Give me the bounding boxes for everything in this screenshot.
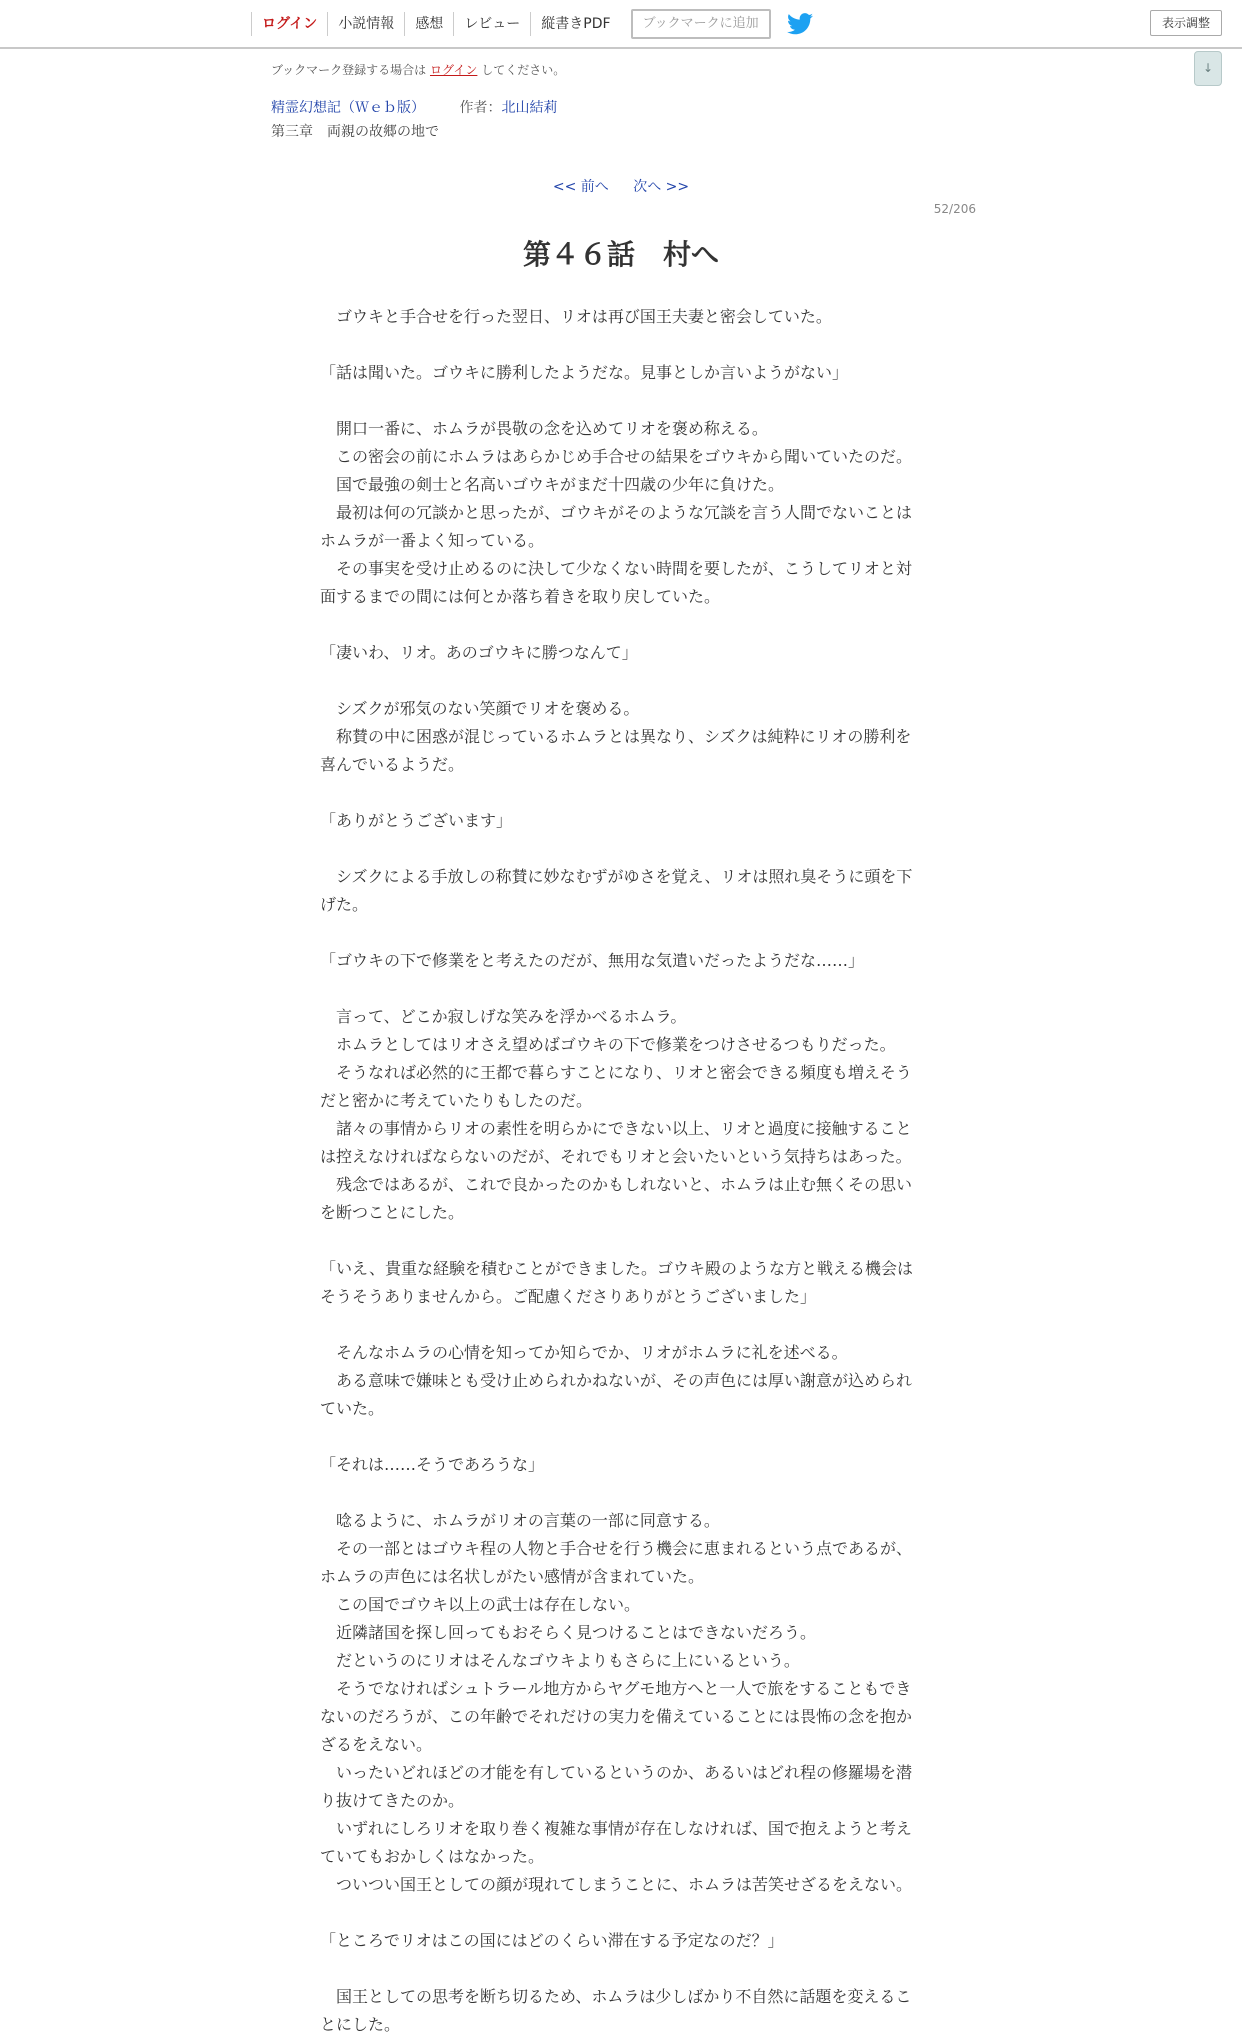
- body-paragraph: [320, 1311, 920, 1339]
- display-settings-button[interactable]: 表示調整: [1150, 10, 1222, 36]
- body-paragraph: [320, 779, 920, 807]
- main-nav: [251, 0, 813, 47]
- twitter-icon[interactable]: [787, 13, 813, 35]
- body-paragraph: だというのにリオはそんなゴウキよりもさらに上にいるという。: [320, 1651, 800, 1670]
- bookmark-note-login-link[interactable]: ログイン: [429, 63, 478, 77]
- body-paragraph: 近隣諸国を探し回ってもおそらく見つけることはできないだろう。: [320, 1623, 817, 1642]
- body-paragraph: [320, 919, 920, 947]
- bookmark-note-before: ブックマーク登録する場合は: [271, 63, 430, 77]
- body-paragraph: そうでなければシュトラール地方からヤグモ地方へと一人で旅をすることもできないのだろうが、この年齢でそれだけの実力を備えていることには畏怖の念を抱かざるをえない。: [320, 1679, 913, 1754]
- body-paragraph: 「それは……そうであろうな」: [320, 1455, 545, 1474]
- body-paragraph: 「ありがとうございます」: [320, 811, 513, 830]
- body-paragraph: 「いえ、貴重な経験を積むことができました。ゴウキ殿のような方と戦える機会はそうそうありませんから。ご配慮くださりありがとうございました」: [320, 1259, 913, 1306]
- top-navigation-bar: [0, 0, 1242, 49]
- body-paragraph: [320, 387, 920, 415]
- author-link[interactable]: 北山結莉: [501, 100, 558, 116]
- body-paragraph: ある意味で嫌味とも受け止められかねないが、その声色には厚い謝意が込められていた。: [320, 1371, 913, 1418]
- page-count: 52/206: [933, 202, 976, 216]
- body-paragraph: そんなホムラの心情を知ってか知らでか、リオがホムラに礼を述べる。: [320, 1343, 848, 1362]
- body-paragraph: 言って、どこか寂しげな笑みを浮かべるホムラ。: [320, 1007, 687, 1026]
- body-paragraph: その一部とはゴウキ程の人物と手合せを行う機会に恵まれるという点であるが、ホムラの声色には名状しがたい感情が含まれていた。: [320, 1539, 913, 1586]
- body-paragraph: [320, 975, 920, 1003]
- body-paragraph: 称賛の中に困惑が混じっているホムラとは異なり、シズクは純粋にリオの勝利を喜んでいるようだ。: [320, 727, 912, 774]
- impressions-link[interactable]: 感想: [404, 12, 453, 36]
- novel-title-link[interactable]: 精霊幻想記（Ｗｅｂ版）: [271, 100, 425, 116]
- body-paragraph: シズクが邪気のない笑顔でリオを褒める。: [320, 699, 640, 718]
- episode-title: 第４６話 村へ: [522, 238, 719, 271]
- body-paragraph: [320, 835, 920, 863]
- body-paragraph: 開口一番に、ホムラが畏敬の念を込めてリオを褒め称える。: [320, 419, 768, 438]
- body-paragraph: いったいどれほどの才能を有しているというのか、あるいはどれ程の修羅場を潜り抜けてきたのか。: [320, 1763, 913, 1810]
- body-paragraph: ついつい国王としての顔が現れてしまうことに、ホムラは苦笑せざるをえない。: [320, 1875, 913, 1894]
- review-link[interactable]: レビュー: [453, 12, 530, 36]
- body-paragraph: 国王としての思考を断ち切るため、ホムラは少しばかり不自然に話題を変えることにした。: [320, 1987, 912, 2034]
- body-paragraph: そうなれば必然的に王都で暮らすことになり、リオと密会できる頻度も増えそうだと密かに考えていたりもしたのだ。: [320, 1063, 912, 1110]
- body-paragraph: [320, 1479, 920, 1507]
- body-paragraph: 国で最強の剣士と名高いゴウキがまだ十四歳の少年に負けた。: [320, 475, 785, 494]
- body-paragraph: 「ゴウキの下で修業をと考えたのだが、無用な気遣いだったようだな……」: [320, 951, 865, 970]
- author-label: 作者：: [459, 100, 502, 116]
- login-link[interactable]: ログイン: [251, 12, 327, 36]
- body-paragraph: ホムラとしてはリオさえ望めばゴウキの下で修業をつけさせるつもりだった。: [320, 1035, 896, 1054]
- body-paragraph: 唸るように、ホムラがリオの言葉の一部に同意する。: [320, 1511, 720, 1530]
- add-bookmark-button[interactable]: ブックマークに追加: [631, 9, 771, 39]
- body-paragraph: シズクによる手放しの称賛に妙なむずがゆさを覚え、リオは照れ臭そうに頭を下げた。: [320, 867, 913, 914]
- episode-body: [320, 303, 920, 2039]
- body-paragraph: この密会の前にホムラはあらかじめ手合せの結果をゴウキから聞いていたのだ。: [320, 447, 913, 466]
- chapter-title: 第三章 両親の故郷の地で: [271, 124, 439, 140]
- novel-info-link[interactable]: 小説情報: [327, 12, 404, 36]
- body-paragraph: [320, 667, 920, 695]
- work-info: [271, 97, 557, 117]
- body-paragraph: いずれにしろリオを取り巻く複雑な事情が存在しなければ、国で抱えようと考えていてもおかしくはなかった。: [320, 1819, 912, 1866]
- body-paragraph: その事実を受け止めるのに決して少なくない時間を要したが、こうしてリオと対面するまでの間には何とか落ち着きを取り戻していた。: [320, 559, 912, 606]
- body-paragraph: 最初は何の冗談かと思ったが、ゴウキがそのような冗談を言う人間でないことはホムラが一番よく知っている。: [320, 503, 913, 550]
- next-page-link[interactable]: 次へ >>: [633, 179, 690, 195]
- pager: [0, 176, 1242, 196]
- body-paragraph: [320, 1955, 920, 1983]
- prev-page-link[interactable]: << 前へ: [552, 179, 609, 195]
- scroll-down-button[interactable]: ↓: [1194, 51, 1222, 86]
- body-paragraph: 残念ではあるが、これで良かったのかもしれないと、ホムラは止む無くその思いを断つことにした。: [320, 1175, 913, 1222]
- body-paragraph: [320, 611, 920, 639]
- body-paragraph: [320, 1899, 920, 1927]
- body-paragraph: [320, 1423, 920, 1451]
- body-paragraph: 諸々の事情からリオの素性を明らかにできない以上、リオと過度に接触することは控えなければならないのだが、それでもリオと会いたいという気持ちはあった。: [320, 1119, 912, 1166]
- body-paragraph: [320, 1227, 920, 1255]
- body-paragraph: ゴウキと手合せを行った翌日、リオは再び国王夫妻と密会していた。: [320, 307, 832, 326]
- body-paragraph: 「ところでリオはこの国にはどのくらい滞在する予定なのだ？」: [320, 1931, 784, 1950]
- vertical-pdf-link[interactable]: 縦書きPDF: [530, 12, 620, 36]
- bookmark-note-after: してください。: [477, 63, 566, 77]
- body-paragraph: この国でゴウキ以上の武士は存在しない。: [320, 1595, 641, 1614]
- bookmark-note: [271, 61, 565, 78]
- body-paragraph: [320, 331, 920, 359]
- body-paragraph: 「凄いわ、リオ。あのゴウキに勝つなんて」: [320, 643, 638, 662]
- body-paragraph: 「話は聞いた。ゴウキに勝利したようだな。見事としか言いようがない」: [320, 363, 849, 382]
